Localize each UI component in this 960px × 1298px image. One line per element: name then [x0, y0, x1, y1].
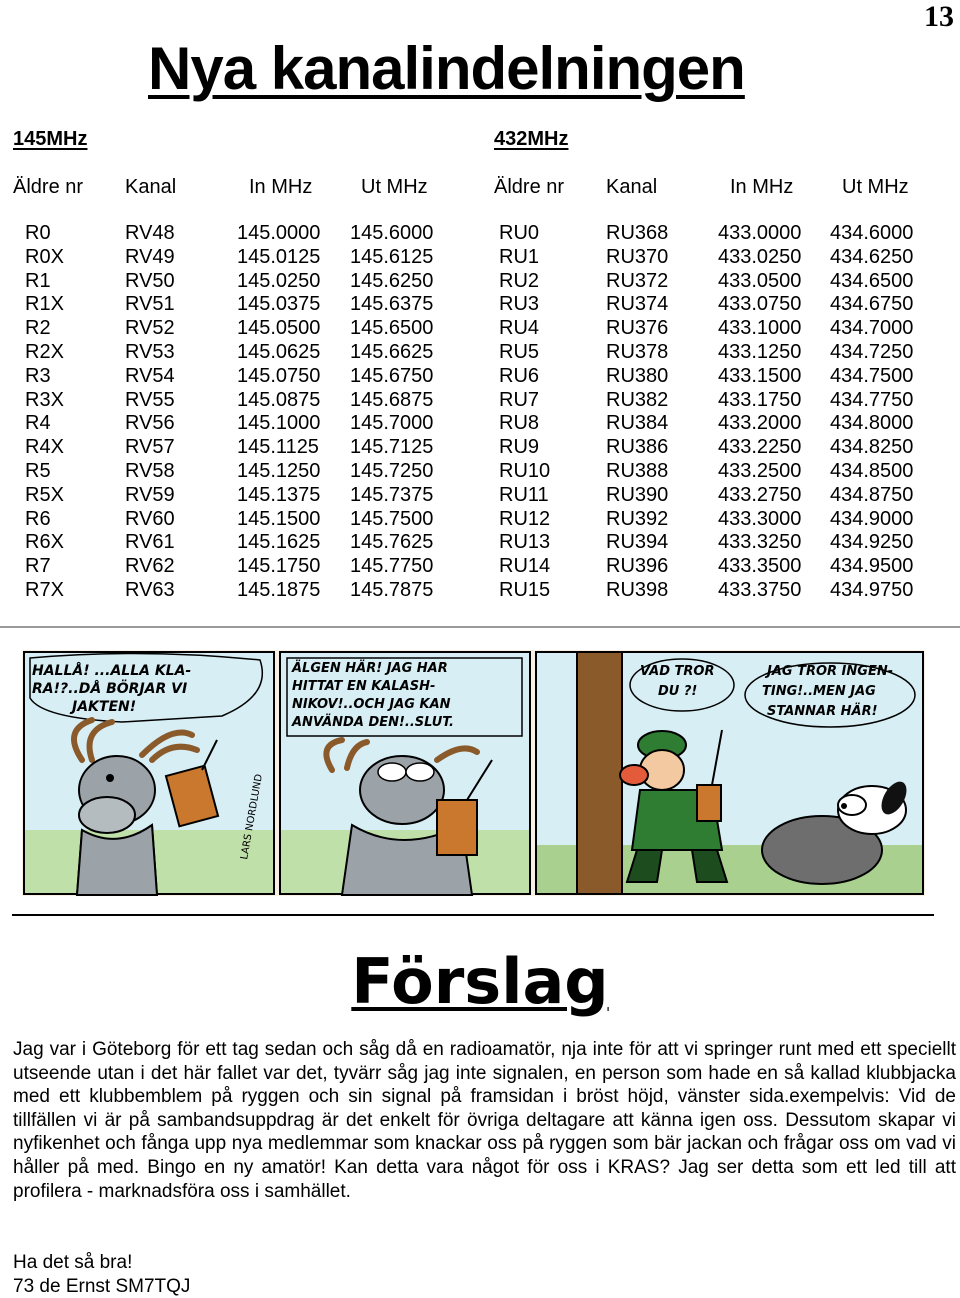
comic-panel-3-line-2: DU ?! [658, 684, 698, 699]
table145-cell: 145.7125 [350, 436, 434, 459]
table145-cell: 145.6875 [350, 388, 434, 411]
table432-cell: 433.1500 [718, 364, 802, 387]
table432-cell: RU376 [606, 317, 669, 340]
table145-cell: 145.6625 [350, 341, 434, 363]
table145-cell: RV49 [125, 245, 175, 268]
table145-cell: RV55 [125, 388, 175, 411]
table432-cell: RU372 [606, 269, 669, 292]
table432-cell: RU7 [499, 388, 540, 411]
table432-cell: RU15 [499, 579, 551, 601]
comic-signature: LARS NORDLUND [239, 773, 266, 861]
comic-panel-2-line-4: ANVÄNDA DEN!..SLUT. [292, 715, 454, 730]
table145-cell: R3X [25, 388, 64, 411]
table145-cell: 145.1750 [237, 555, 321, 578]
table145-cell: 145.0250 [237, 269, 321, 292]
table432-cell: 433.1000 [718, 317, 802, 340]
table432-cell: RU392 [606, 507, 669, 530]
table432-cell: 434.7000 [830, 317, 914, 340]
table432-cell: 434.8250 [830, 436, 914, 459]
table145-cell: RV54 [125, 364, 175, 387]
table432-header-2: In MHz [730, 176, 794, 198]
table432-cell: 434.8750 [830, 483, 914, 506]
table145-cell: RV62 [125, 555, 175, 578]
table432-cell: RU10 [499, 460, 551, 482]
table145-cell: 145.1500 [237, 507, 321, 530]
table145-cell: RV57 [125, 436, 175, 459]
divider [12, 914, 934, 916]
table145-cell: 145.1875 [237, 579, 321, 601]
table432-cell: 434.6250 [830, 245, 914, 268]
table432-cell: 434.7250 [830, 341, 914, 363]
table432-cell: RU12 [499, 507, 551, 530]
table145-cell: R2X [25, 341, 64, 363]
table145-cell: RV63 [125, 579, 175, 601]
table145-cell: R0 [25, 222, 51, 244]
table145-cell: 145.0375 [237, 293, 321, 316]
table145-cell: 145.0500 [237, 317, 321, 340]
table432-cell: 433.3500 [718, 555, 802, 578]
table432-cell: RU3 [499, 293, 540, 316]
table432-cell: RU8 [499, 412, 540, 435]
table432-cell: RU13 [499, 531, 551, 554]
table145-cell: 145.7750 [350, 555, 434, 578]
table145-cell: 145.0125 [237, 245, 321, 268]
table432-cell: RU394 [606, 531, 669, 554]
table145-cell: 145.6250 [350, 269, 434, 292]
table432-cell: RU6 [499, 364, 540, 387]
table432-cell: 433.0500 [718, 269, 802, 292]
table432-header-1: Kanal [606, 176, 658, 198]
table432-cell: RU388 [606, 460, 669, 482]
comic-panel-1-line-1: HALLÅ! ...ALLA KLA- [32, 663, 192, 679]
table145-cell: 145.1125 [237, 436, 319, 459]
table432-cell: 433.2500 [718, 460, 802, 482]
table145-cell: R1X [25, 293, 64, 316]
table145-cell: RV50 [125, 269, 175, 292]
comic-panel-1-line-2: RA!?..DÅ BÖRJAR VI [32, 681, 188, 697]
table145-cell: R2 [25, 317, 51, 340]
table432-cell: 434.8000 [830, 412, 914, 435]
comic-panel-2-line-2: HITTAT EN KALASH- [292, 679, 436, 694]
comic-panel-1 [24, 652, 274, 895]
table432-cell: RU374 [606, 293, 669, 316]
signoff-author: 73 de Ernst SM7TQJ [13, 1276, 191, 1297]
table145-cell: R7X [25, 579, 64, 601]
table145-cell: R4 [25, 412, 51, 435]
table145-cell: 145.6000 [350, 222, 434, 244]
table432-header-3: Ut MHz [842, 176, 909, 198]
comic-panel-3-line-1: VAD TROR [640, 664, 715, 679]
table432-cell: 434.9750 [830, 579, 914, 601]
table145-cell: R4X [25, 436, 64, 459]
table145-cell: 145.6750 [350, 364, 434, 387]
table432-cell: RU4 [499, 317, 540, 340]
table432-cell: RU1 [499, 245, 540, 268]
table432-cell: 434.7500 [830, 364, 914, 387]
table432-cell: 434.6500 [830, 269, 914, 292]
table145-cell: 145.0000 [237, 222, 321, 244]
table432-cell: 433.3000 [718, 507, 802, 530]
page-number: 13 [924, 0, 954, 33]
table145-cell: 145.7500 [350, 507, 434, 530]
comic-panel-2 [280, 652, 530, 895]
comic-strip [22, 650, 925, 896]
table145-header-3: Ut MHz [361, 176, 428, 198]
table432-cell: RU2 [499, 269, 540, 292]
table145-header-0: Äldre nr [13, 176, 84, 198]
table145-cell: 145.0750 [237, 364, 321, 387]
table145-cell: R3 [25, 364, 51, 387]
comic-panel-3-line-5: STANNAR HÄR! [767, 704, 878, 719]
table432-cell: 434.7750 [830, 388, 914, 411]
body-paragraph: Jag var i Göteborg för ett tag sedan och såg då en radioamatör, nja inte för att vi springer runt med ett speciellt utseende utan i det här fallet var det, tyvärr såg jag inte signalen, en person som hade en så kallad klubbjacka med ett klubbemblem på ryggen och sin signal på framsidan i bröst höjd, vänster sida.exempelvis: Vid de tillfällen vi är på sambandsuppdrag är det enkelt för övriga deltagare att känna igen oss. Dessutom skapar vi nyfikenhet och fånga upp nya medlemmar som knackar oss på ryggen som bär jackan och frågar oss om vad vi håller på med. Bingo en ny amatör! Kan detta vara något för oss i KRAS? Jag ser detta som ett led till att profilera - marknadsföra oss i samhället. [13, 1039, 956, 1202]
table432-cell: RU5 [499, 341, 540, 363]
table432-cell: 434.8500 [830, 460, 914, 482]
table145-cell: 145.0875 [237, 388, 321, 411]
table432-cell: 433.0000 [718, 222, 802, 244]
divider [0, 626, 960, 628]
comic-panel-3 [536, 652, 923, 894]
section-title: Förslag [351, 945, 609, 1018]
table432-cell: 434.9250 [830, 531, 914, 554]
table145-cell: R1 [25, 269, 51, 292]
table145-cell: 145.6125 [350, 245, 434, 268]
table432-cell: RU384 [606, 412, 669, 435]
table432-cell: 433.3750 [718, 579, 802, 601]
table432-cell: RU380 [606, 364, 669, 387]
table145-cell: R0X [25, 245, 64, 268]
table145-cell: 145.7625 [350, 531, 434, 554]
table145-cell: 145.7000 [350, 412, 434, 435]
table145-cell: R5X [25, 483, 64, 506]
signoff-greeting: Ha det så bra! [13, 1252, 133, 1273]
comic-panel-2-line-1: ÄLGEN HÄR! JAG HAR [292, 661, 448, 676]
table432-cell: 433.1750 [718, 388, 802, 411]
table432-cell: RU378 [606, 341, 669, 363]
table432-cell: 433.2750 [718, 483, 802, 506]
table145-cell: RV53 [125, 341, 175, 363]
comic-panel-1-line-3: JAKTEN! [72, 699, 137, 715]
table432-cell: 433.0250 [718, 245, 802, 268]
table145-header-1: Kanal [125, 176, 177, 198]
table145-cell: RV51 [125, 293, 175, 316]
table145-cell: 145.6375 [350, 293, 434, 316]
table145-cell: RV60 [125, 507, 175, 530]
comic-panel-3-line-4: TING!..MEN JAG [762, 684, 876, 699]
comic-panel-3-line-3: JAG TROR INGEN- [767, 664, 894, 679]
table145-cell: 145.1625 [237, 531, 321, 554]
table432-cell: 433.3250 [718, 531, 802, 554]
table432-cell: RU386 [606, 436, 669, 459]
table432-cell: RU14 [499, 555, 551, 578]
table432-cell: RU370 [606, 245, 669, 268]
table145-cell: 145.1250 [237, 460, 321, 482]
table145-cell: 145.7250 [350, 460, 434, 482]
table145-cell: RV56 [125, 412, 175, 435]
table145-cell: R6 [25, 507, 51, 530]
table432-cell: RU398 [606, 579, 669, 601]
table145-cell: 145.7875 [350, 579, 434, 601]
table145-cell: RV52 [125, 317, 175, 340]
table432-cell: 433.1250 [718, 341, 802, 363]
table145-cell: R6X [25, 531, 64, 554]
table432-cell: 433.2000 [718, 412, 802, 435]
table432-cell: RU390 [606, 483, 669, 506]
band-label-432: 432MHz [494, 128, 569, 150]
table432-cell: RU396 [606, 555, 669, 578]
table432-cell: RU0 [499, 222, 540, 244]
table432-cell: RU9 [499, 436, 540, 459]
table432-cell: 434.6750 [830, 293, 914, 316]
table432-cell: 434.6000 [830, 222, 914, 244]
table145-cell: 145.1000 [237, 412, 321, 435]
table432-cell: RU11 [499, 483, 549, 506]
table145-cell: R7 [25, 555, 51, 578]
table145-cell: RV59 [125, 483, 175, 506]
table432-cell: 434.9500 [830, 555, 914, 578]
table145-cell: RV48 [125, 222, 175, 244]
table432-cell: 433.0750 [718, 293, 802, 316]
band-label-145: 145MHz [13, 128, 88, 150]
table145-header-2: In MHz [249, 176, 313, 198]
table145-cell: 145.0625 [237, 341, 321, 363]
table432-cell: 434.9000 [830, 507, 914, 530]
table432-cell: 433.2250 [718, 436, 802, 459]
page-title: Nya kanalindelningen [148, 35, 745, 102]
table145-cell: 145.7375 [350, 483, 434, 506]
table432-cell: RU382 [606, 388, 669, 411]
table145-cell: 145.1375 [237, 483, 321, 506]
table432-cell: RU368 [606, 222, 669, 244]
table145-cell: RV58 [125, 460, 175, 482]
table145-cell: RV61 [125, 531, 175, 554]
table145-cell: 145.6500 [350, 317, 434, 340]
table145-cell: R5 [25, 460, 51, 482]
table432-header-0: Äldre nr [494, 176, 565, 198]
comic-panel-2-line-3: NIKOV!..OCH JAG KAN [292, 697, 451, 712]
